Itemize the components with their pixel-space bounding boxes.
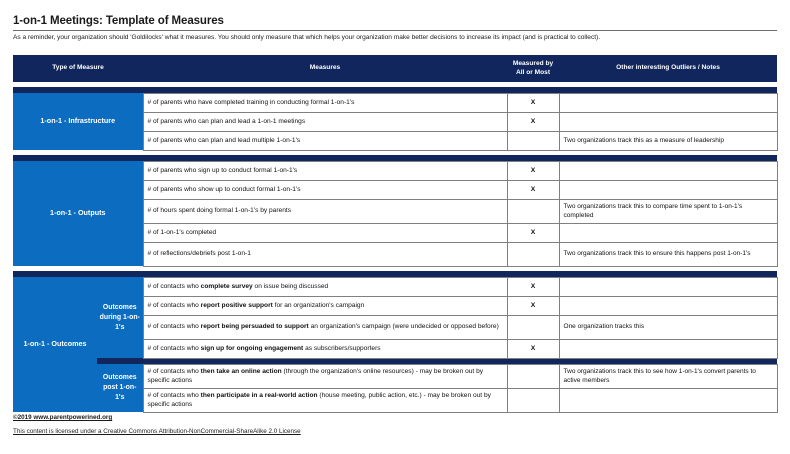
header-notes: Other interesting Outliers / Notes [559,55,777,82]
measure-cell [143,296,507,315]
notes-cell [559,161,777,180]
measure-text-lead: # of parents who sign up to conduct formal 1-on-1's [147,166,298,174]
measure-text-lead: # of contacts who [147,391,201,399]
measured-by-cell [507,388,559,412]
category-cell-0: 1-on-1 - Infrastructure [13,93,143,150]
measure-text-lead: # of 1-on-1's completed [147,228,217,236]
measure-text-emphasis: complete survey [200,282,253,290]
notes-cell [559,388,777,412]
measured-by-cell [507,364,559,388]
measure-text-tail: as subscribers/supporters [303,344,381,352]
measured-by-cell: X [507,223,559,242]
measure-text-tail: on issue being discussed [252,282,329,290]
measured-by-cell: X [507,339,559,358]
header-type-of-measure: Type of Measure [13,55,143,82]
notes-cell [559,277,777,296]
measure-cell [143,112,507,131]
table-row [13,364,777,388]
measure-text-lead: # of contacts who [147,282,201,290]
measure-text-tail: for an organization's campaign [272,301,365,309]
measure-cell [143,131,507,150]
measure-text-lead: # of contacts who [147,301,201,309]
measure-text-lead: # of parents who have completed training in conducting formal 1-on-1's [147,98,355,106]
measure-text-emphasis: report being persuaded to support [200,323,309,331]
notes-cell: Two organizations track this to compare time spent to 1-on-1's completed [559,199,777,223]
notes-cell: Two organizations track this to see how 1-on-1's convert parents to active members [559,364,777,388]
subcategory-cell-2-0: Outcomes during 1-on-1's [97,277,143,358]
measures-table [13,55,777,413]
measured-by-cell: X [507,296,559,315]
page-title: 1-on-1 Meetings: Template of Measures [13,15,224,27]
header-measures: Measures [143,55,507,82]
header-measured-by-line1: Measured by [512,59,554,67]
measure-cell [143,199,507,223]
measured-by-cell: X [507,180,559,199]
measure-text-emphasis: then take an online action [200,367,282,375]
category-cell-1: 1-on-1 - Outputs [13,161,143,266]
measure-text-tail: an organization's campaign (were undecided or opposed before) [308,323,499,331]
notes-cell: One organization tracks this [559,315,777,339]
measure-text-lead: # of hours spent doing formal 1-on-1's by parents [147,207,291,215]
measured-by-cell: X [507,93,559,112]
measure-cell [143,315,507,339]
measure-cell [143,180,507,199]
measure-cell [143,277,507,296]
measure-cell [143,364,507,388]
notes-cell [559,296,777,315]
measured-by-cell [507,199,559,223]
measure-cell [143,161,507,180]
measure-cell [143,388,507,412]
measure-text-emphasis: then participate in a real-world action [200,391,318,399]
footer-license: This content is licensed under a Creative Commons Attribution-NonCommercial-ShareAlike 2.0 License [13,428,301,435]
measured-by-cell: X [507,277,559,296]
notes-cell [559,180,777,199]
page-subtitle: As a reminder, your organization should 'Goldilocks' what it measures. You should only measure that which helps your organization make better decisions to increase its impact (and is practical to collect). [13,34,601,41]
notes-cell [559,112,777,131]
measure-text-tail: (house meeting, public action, etc.) - may be broken out by specific actions [147,391,491,408]
title-divider [13,30,777,31]
measure-text-lead: # of parents who can plan and lead multiple 1-on-1's [147,136,301,144]
measure-text-lead: # of parents who can plan and lead a 1-on-1 meetings [147,117,306,125]
notes-cell [559,93,777,112]
table-row [13,93,777,112]
table-row [13,277,777,296]
notes-cell: Two organizations track this as a measure of leadership [559,131,777,150]
measure-cell [143,339,507,358]
measured-by-cell: X [507,161,559,180]
measure-text-lead: # of contacts who [147,344,201,352]
notes-cell: Two organizations track this to ensure this happens post 1-on-1's [559,242,777,266]
notes-cell [559,339,777,358]
measure-text-lead: # of reflections/debriefs post 1-on-1 [147,250,251,258]
header-measured-by [507,55,559,82]
measure-text-lead: # of parents who show up to conduct formal 1-on-1's [147,185,301,193]
measure-text-emphasis: report positive support [200,301,273,309]
notes-cell [559,223,777,242]
category-cell-2: 1-on-1 - Outcomes [13,277,97,412]
table-header-row [13,55,777,82]
measure-cell [143,223,507,242]
measure-text-emphasis: sign up for ongoing engagement [200,344,304,352]
table-row [13,161,777,180]
measured-by-cell [507,315,559,339]
measure-cell [143,242,507,266]
measure-cell [143,93,507,112]
measured-by-cell [507,242,559,266]
measured-by-cell: X [507,112,559,131]
measure-text-lead: # of contacts who [147,323,201,331]
footer-copyright: ©2019 www.parentpowerined.org [13,414,113,421]
header-measured-by-line2: All or Most [515,68,551,76]
measured-by-cell [507,131,559,150]
measure-text-tail: (through the organization's online resources) - may be broken out by specific actions [147,367,484,384]
subcategory-cell-2-1: Outcomes post 1-on-1's [97,364,143,412]
measure-text-lead: # of contacts who [147,367,201,375]
